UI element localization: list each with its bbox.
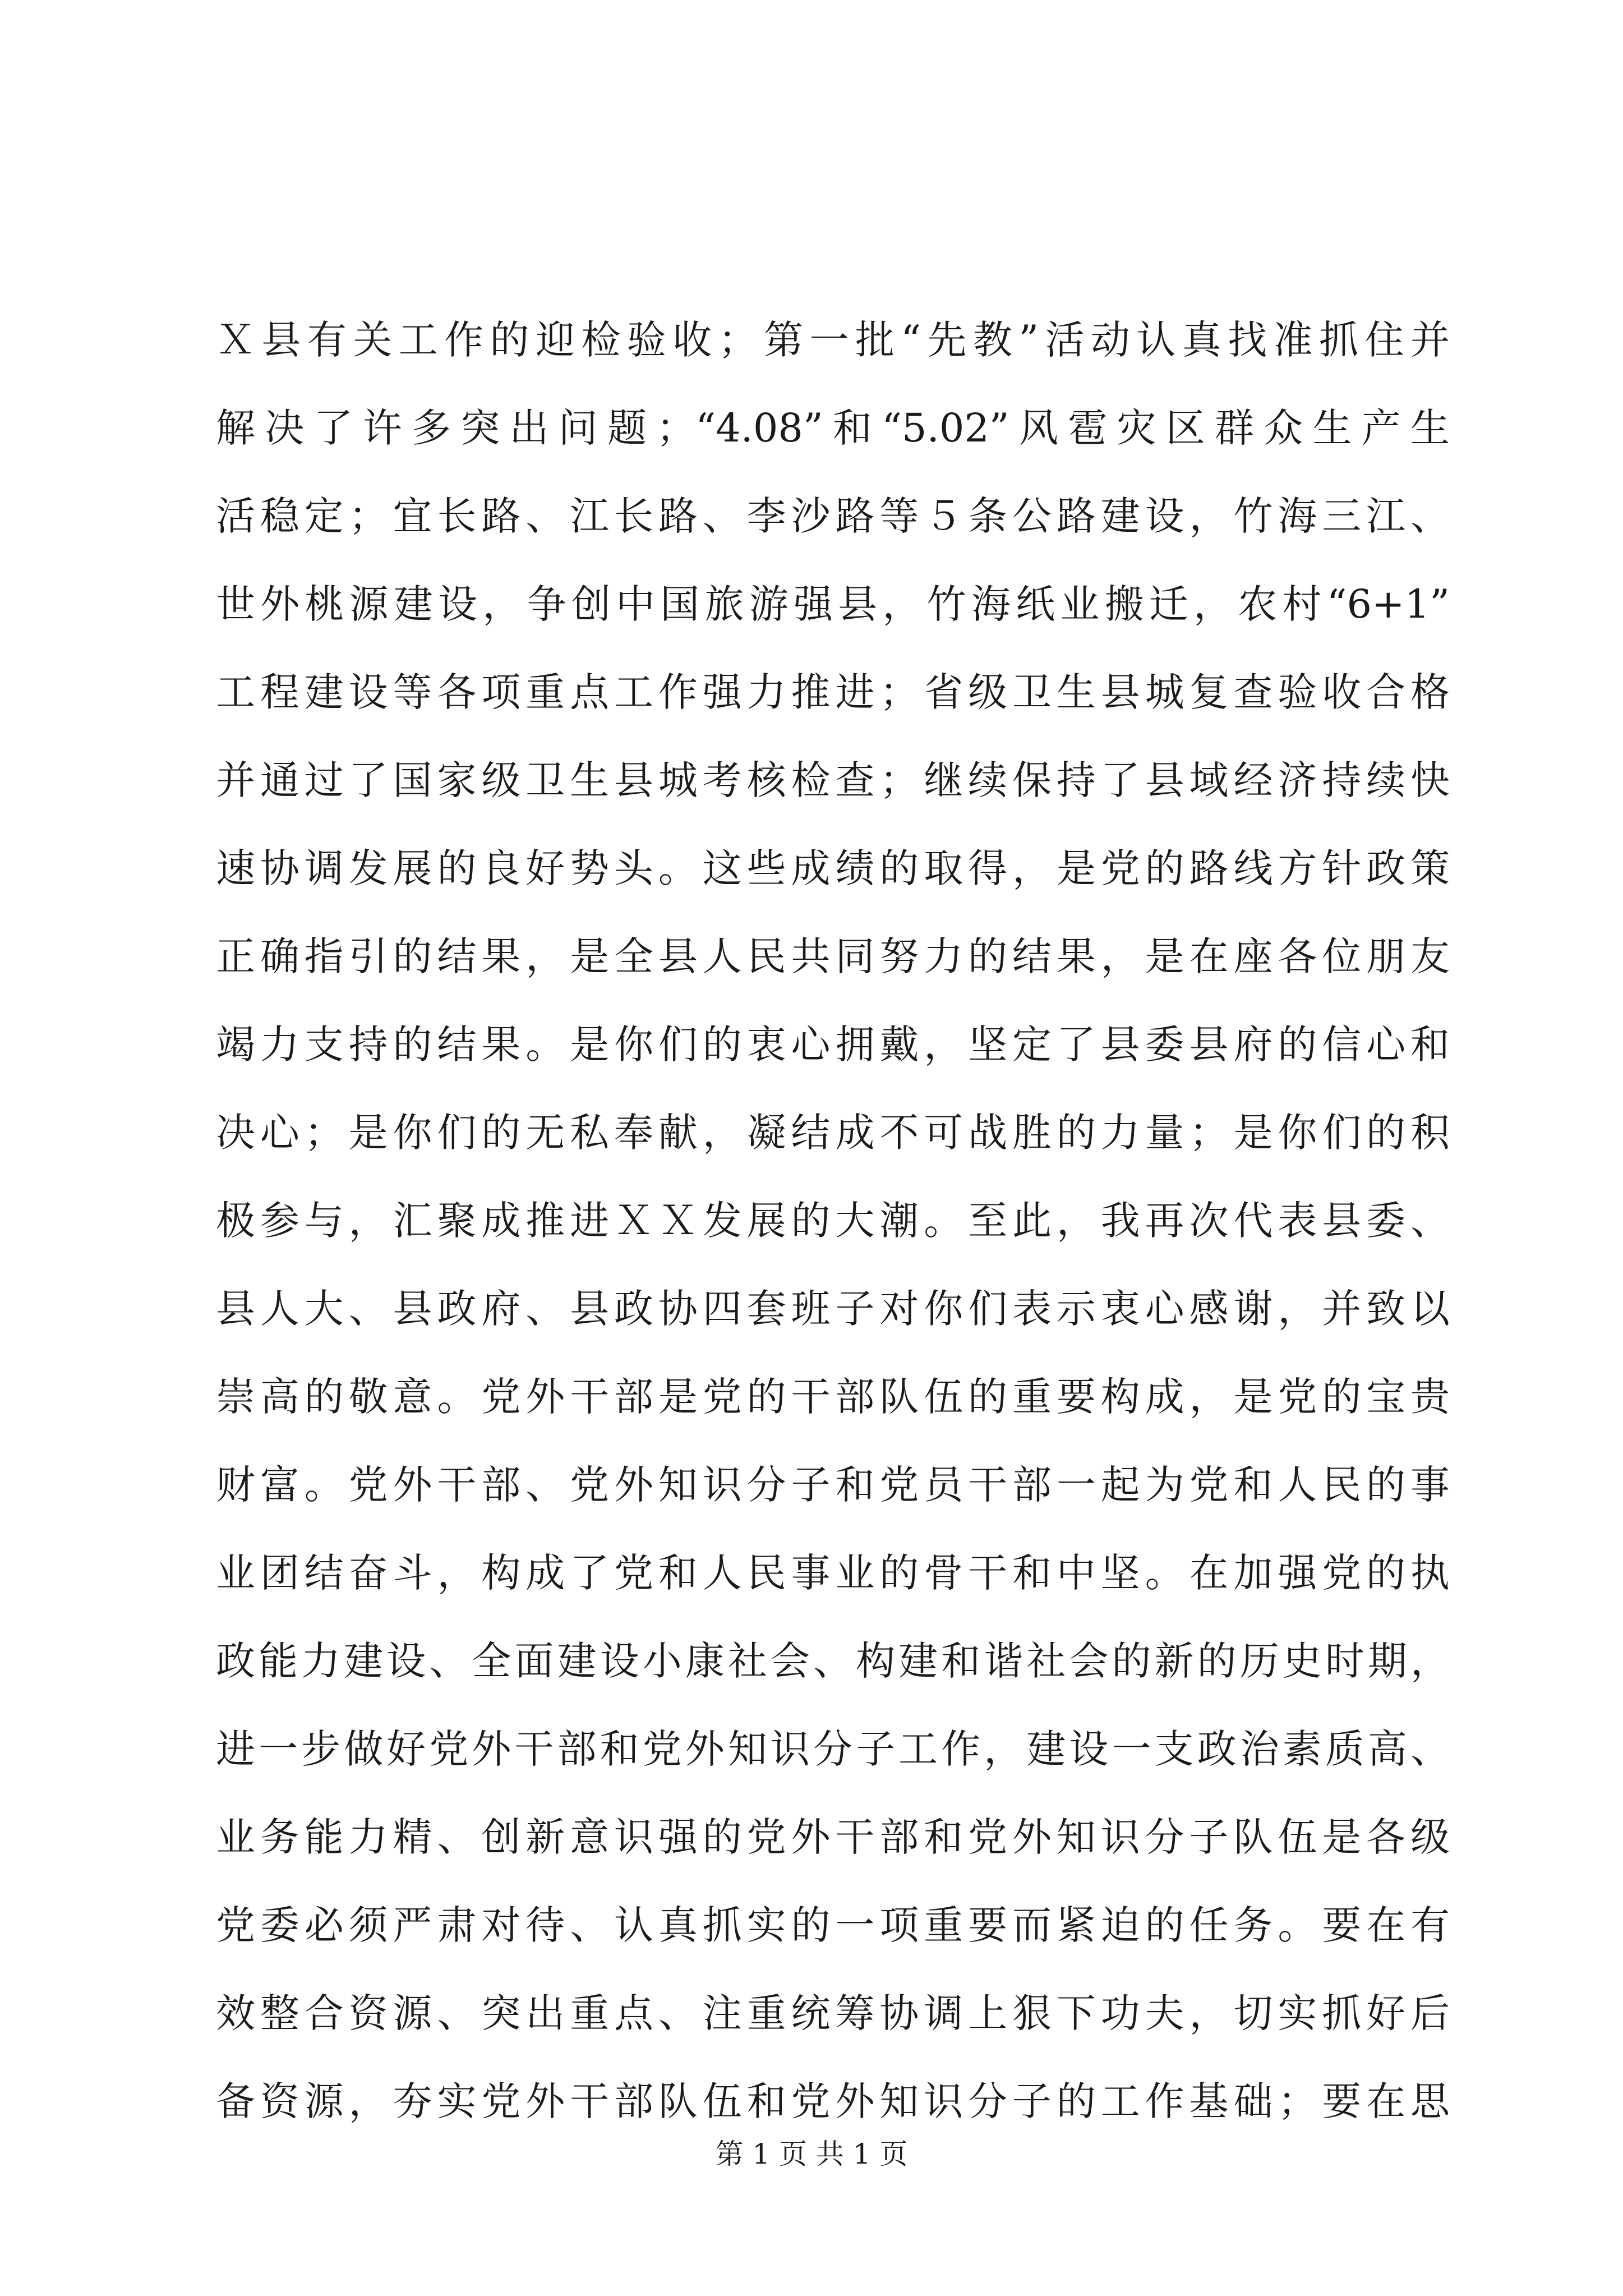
text-line: 工程建设等各项重点工作强力推进；省级卫生县城复查验收合格	[216, 669, 1450, 715]
text-line: 崇高的敬意。党外干部是党的干部队伍的重要构成，是党的宝贵	[216, 1374, 1450, 1420]
text-line: 世外桃源建设，争创中国旅游强县，竹海纸业搬迁，农村“6+1”	[216, 581, 1450, 627]
text-line: 政能力建设、全面建设小康社会、构建和谐社会的新的历史时期，	[216, 1638, 1450, 1684]
text-line: 效整合资源、突出重点、注重统筹协调上狠下功夫，切实抓好后	[216, 1990, 1450, 2036]
text-line: 解决了许多突出问题；“4.08”和“5.02”风雹灾区群众生产生	[216, 405, 1450, 451]
text-line: 并通过了国家级卫生县城考核检查；继续保持了县域经济持续快	[216, 757, 1450, 803]
text-line: 极参与，汇聚成推进ＸＸ发展的大潮。至此，我再次代表县委、	[216, 1198, 1450, 1244]
text-line: 县人大、县政府、县政协四套班子对你们表示衷心感谢，并致以	[216, 1286, 1450, 1332]
text-line: 业团结奋斗，构成了党和人民事业的骨干和中坚。在加强党的执	[216, 1550, 1450, 1596]
page-footer	[0, 2132, 1623, 2177]
text-line: 业务能力精、创新意识强的党外干部和党外知识分子队伍是各级	[216, 1814, 1450, 1860]
text-line: 竭力支持的结果。是你们的衷心拥戴，坚定了县委县府的信心和	[216, 1022, 1450, 1068]
text-line: 财富。党外干部、党外知识分子和党员干部一起为党和人民的事	[216, 1462, 1450, 1508]
text-line: 决心；是你们的无私奉献，凝结成不可战胜的力量；是你们的积	[216, 1110, 1450, 1156]
text-line: 正确指引的结果，是全县人民共同努力的结果，是在座各位朋友	[216, 933, 1450, 979]
text-line: 备资源，夯实党外干部队伍和党外知识分子的工作基础；要在思	[216, 2078, 1450, 2124]
page-number: 第 1 页 共 1 页	[715, 2138, 908, 2170]
body-text	[216, 296, 1450, 2146]
text-line: 进一步做好党外干部和党外知识分子工作，建设一支政治素质高、	[216, 1726, 1450, 1772]
text-line: 党委必须严肃对待、认真抓实的一项重要而紧迫的任务。要在有	[216, 1902, 1450, 1948]
text-line: 速协调发展的良好势头。这些成绩的取得，是党的路线方针政策	[216, 845, 1450, 891]
text-line: Ｘ县有关工作的迎检验收；第一批“先教”活动认真找准抓住并	[216, 317, 1450, 363]
text-line: 活稳定；宜长路、江长路、李沙路等５条公路建设，竹海三江、	[216, 493, 1450, 539]
